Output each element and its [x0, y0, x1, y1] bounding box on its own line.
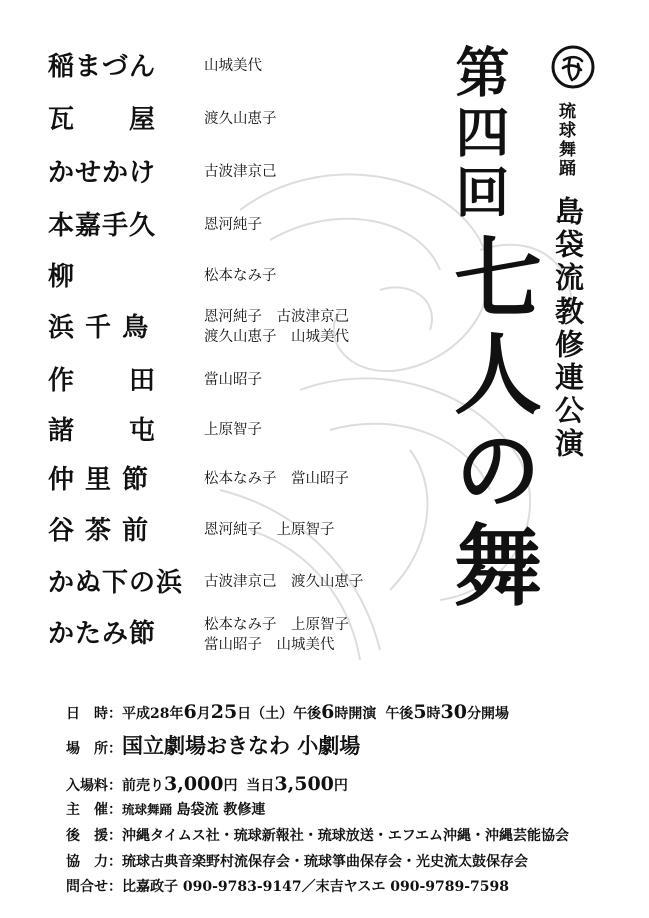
venue-label: 場 所： — [66, 741, 122, 757]
doors-min: 30 — [440, 701, 467, 723]
date-month: 6 — [183, 701, 197, 723]
date-weekday: （土） — [251, 706, 294, 722]
door-price: 3,500 — [274, 773, 334, 795]
doors-hour: 5 — [413, 701, 427, 723]
door-unit: 円 — [333, 778, 348, 794]
fee-row — [66, 774, 348, 796]
main-title: 七人の舞 — [440, 232, 543, 616]
contact-row — [66, 877, 509, 897]
open-prefix: 午後 — [293, 706, 322, 722]
fee-label: 入場料： — [66, 778, 122, 794]
advance-price: 3,000 — [164, 773, 224, 795]
cooperation-list: 琉球古典音楽野村流保存会・琉球箏曲保存会・光史流太鼓保存会 — [122, 854, 528, 870]
advance-label: 前売り — [122, 778, 164, 794]
advance-unit: 円 — [223, 778, 238, 794]
dance-title: かせかけ — [48, 158, 157, 188]
dance-title: かたみ節 — [48, 619, 157, 649]
performer-names: 山城美代 — [204, 58, 262, 74]
cooperation-label: 協 力： — [66, 854, 122, 870]
venue-name: 国立劇場おきなわ 小劇場 — [122, 734, 361, 758]
performer-names: 上原智子 — [204, 422, 262, 438]
performer-names: 恩河純子 — [204, 217, 262, 233]
school-name: 島袋流 — [551, 196, 585, 295]
performer-line: 當山昭子 山城美代 — [204, 637, 335, 653]
dance-title: 瓦 屋 — [48, 105, 157, 135]
performer-line: 恩河純子 古波津京己 — [204, 309, 349, 325]
cooperation-row — [66, 852, 528, 872]
dance-title: 諸 屯 — [48, 416, 157, 446]
contact-label: 問合せ： — [66, 879, 122, 895]
date-day-unit: 日 — [237, 706, 252, 722]
dance-title: 本嘉手久 — [48, 211, 157, 241]
performer-names: 古波津京己 渡久山恵子 — [204, 574, 364, 590]
performer-names: 松本なみ子 — [204, 268, 277, 284]
date-era: 平成28年 — [122, 706, 184, 722]
dance-title: かぬ下の浜 — [48, 568, 184, 598]
doors-prefix: 午後 — [385, 706, 414, 722]
sponsor-genre: 琉球舞踊 — [122, 802, 173, 817]
ryukyu-dance-crest-icon — [550, 44, 596, 90]
organization-name: 教修連公演 — [551, 296, 585, 461]
date-row — [66, 702, 509, 724]
dance-title: 浜 千 鳥 — [48, 313, 150, 343]
open-hour: 6 — [321, 701, 335, 723]
date-label: 日 時： — [66, 706, 122, 722]
contact-info: 比嘉政子 090-9783-9147／末吉ヤスエ 090-9789-7598 — [122, 879, 510, 895]
sponsor-label: 主 催： — [66, 802, 122, 818]
performer-names: 松本なみ子 當山昭子 — [204, 471, 349, 487]
performer-names: 渡久山恵子 — [204, 111, 277, 127]
dance-title: 谷 茶 前 — [48, 516, 150, 546]
doors-mid: 時 — [426, 706, 441, 722]
performer-names: 恩河純子 上原智子 — [204, 522, 335, 538]
doors-suffix: 分開場 — [467, 706, 509, 722]
support-label: 後 援： — [66, 828, 122, 844]
dance-title: 稲まづん — [48, 52, 157, 82]
performer-line: 渡久山恵子 山城美代 — [204, 329, 349, 345]
open-suffix: 時開演 — [334, 706, 377, 722]
performer-names — [204, 307, 349, 347]
performer-line: 松本なみ子 上原智子 — [204, 617, 349, 633]
performer-names: 古波津京己 — [204, 164, 277, 180]
dance-title: 作 田 — [48, 366, 157, 396]
venue-row — [66, 736, 360, 759]
edition-heading: 第四回 — [447, 44, 510, 224]
door-label: 当日 — [246, 778, 275, 794]
dance-title: 仲 里 節 — [48, 465, 150, 495]
support-list: 沖縄タイムス社・琉球新報社・琉球放送・エフエム沖縄・沖縄芸能協会 — [122, 828, 570, 844]
genre-label: 琉球舞踊 — [555, 102, 575, 178]
date-month-unit: 月 — [196, 706, 211, 722]
date-day: 25 — [210, 701, 238, 723]
support-row — [66, 826, 569, 846]
sponsor-name: 島袋流 教修連 — [176, 802, 266, 818]
performer-names: 當山昭子 — [204, 372, 262, 388]
sponsor-row — [66, 800, 265, 820]
performer-names — [204, 615, 349, 655]
dance-title: 柳 — [48, 262, 76, 292]
